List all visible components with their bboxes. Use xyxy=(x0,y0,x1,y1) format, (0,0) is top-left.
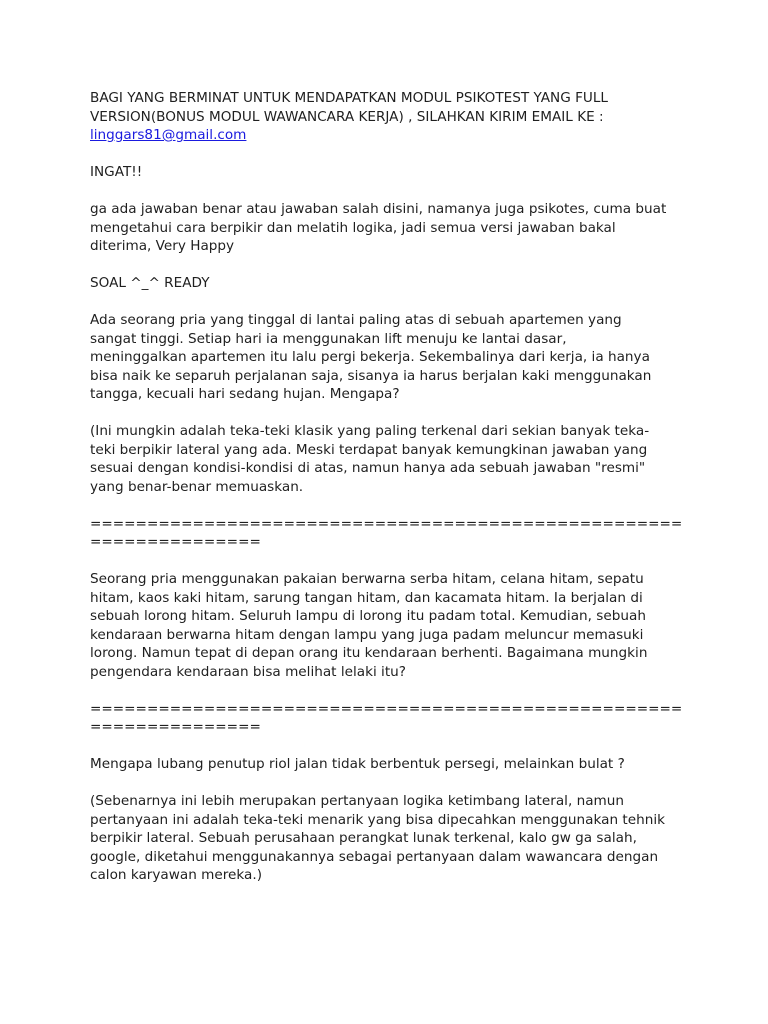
note-paragraph: ga ada jawaban benar atau jawaban salah disini, namanya juga psikotes, cuma buat mengetahui cara berpikir dan melatih logika, jadi semua versi jawaban bakal diterima, Very Happy xyxy=(90,201,667,254)
intro-text: BAGI YANG BERMINAT UNTUK MENDAPATKAN MODUL PSIKOTEST YANG FULL VERSION(BONUS MODUL WAWANCARA KERJA) , SILAHKAN KIRIM EMAIL KE : xyxy=(90,90,608,125)
divider-2: ==================================================== =============== xyxy=(90,700,683,735)
document-body xyxy=(90,89,690,903)
divider-1: ==================================================== =============== xyxy=(90,515,683,550)
question-1-note: (Ini mungkin adalah teka-teki klasik yang paling terkenal dari sekian banyak teka- teki berpikir lateral yang ada. Meski terdapat banyak kemungkinan jawaban yang sesuai dengan kondisi-kondisi di atas, namun hanya ada sebuah jawaban "resmi" yang benar-benar memuaskan. xyxy=(90,423,650,495)
question-3-note: (Sebenarnya ini lebih merupakan pertanyaan logika ketimbang lateral, namun pertanyaan ini adalah teka-teki menarik yang bisa dipecahkan menggunakan tehnik berpikir lateral. Sebuah perusahaan perangkat lunak terkenal, kalo gw ga salah, google, diketahui menggunakannya sebagai pertanyaan dalam wawancara dengan calon karyawan mereka.) xyxy=(90,793,665,883)
question-2: Seorang pria menggunakan pakaian berwarna serba hitam, celana hitam, sepatu hitam, kaos kaki hitam, sarung tangan hitam, dan kacamata hitam. Ia berjalan di sebuah lorong hitam. Seluruh lampu di lorong itu padam total. Kemudian, sebuah kendaraan berwarna hitam dengan lampu yang juga padam meluncur memasuki lorong. Namun tepat di depan orang itu kendaraan berhenti. Bagaimana mungkin pengendara kendaraan bisa melihat lelaki itu? xyxy=(90,571,648,680)
email-link[interactable]: linggars81@gmail.com xyxy=(90,127,247,143)
soal-heading: SOAL ^_^ READY xyxy=(90,275,210,291)
ingat-heading: INGAT!! xyxy=(90,164,143,180)
question-3: Mengapa lubang penutup riol jalan tidak berbentuk persegi, melainkan bulat ? xyxy=(90,756,625,772)
intro-paragraph xyxy=(90,89,690,145)
question-1: Ada seorang pria yang tinggal di lantai paling atas di sebuah apartemen yang sangat tinggi. Setiap hari ia menggunakan lift menuju ke lantai dasar, meninggalkan apartemen itu lalu pergi bekerja. Sekembalinya dari kerja, ia hanya bisa naik ke separuh perjalanan saja, sisanya ia harus berjalan kaki menggunakan tangga, kecuali hari sedang hujan. Mengapa? xyxy=(90,312,652,402)
